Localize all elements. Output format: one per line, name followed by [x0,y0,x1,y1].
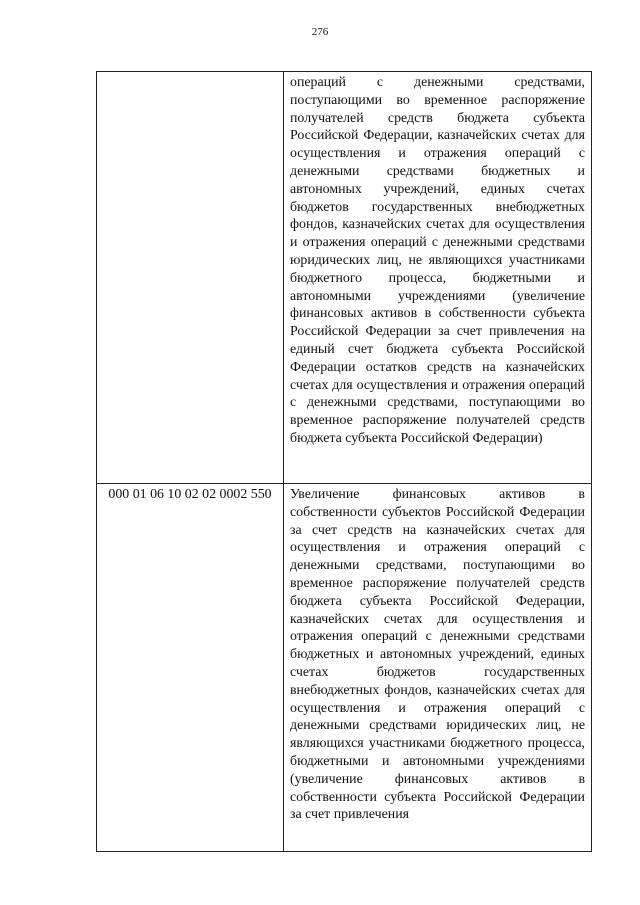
code-cell [97,72,284,484]
description-cell [284,72,592,484]
description-text: Увеличение финансовых активов в собственности субъектов Российской Федерации за счет средств на казначейских счетах для осуществления и отражения операций с денежными средствами, поступающими во временное распоряжение получателей средств бюджета субъекта Российской Федерации, казначейских счетах для осуществления и отражения операций с денежными средствами бюджетных и автономных учреждений, единых счетах бюджетов государственных внебюджетных фондов, казначейских счетах для осуществления и отражения операций с денежными средствами юридических лиц, не являющихся участниками бюджетного процесса, бюджетными и автономными учреждениями (увеличение финансовых активов в собственности субъекта Российской Федерации за счет привлечения [290,487,585,823]
code-cell [97,484,284,852]
classification-code: 000 01 06 10 02 02 0002 550 [108,487,272,502]
description-text: операций с денежными средствами, поступающими во временное распоряжение получателей средств бюджета субъекта Российской Федерации, казначейских счетах для осуществления и отражения операций с денежными средствами бюджетных и автономных учреждений, единых счетах бюджетов государственных внебюджетных фондов, казначейских счетах для осуществления и отражения операций с денежными средствами юридических лиц, не являющихся участниками бюджетного процесса, бюджетными и автономными учреждениями (увеличение финансовых активов в собственности субъекта Российской Федерации за счет привлечения на единый счет бюджета субъекта Российской Федерации остатков средств на казначейских счетах для осуществления и отражения операций с денежными средствами, поступающими во временное распоряжение получателей средств бюджета субъекта Российской Федерации) [290,75,585,446]
table-row [97,72,592,484]
description-cell [284,484,592,852]
table-row [97,484,592,852]
page-number: 276 [311,26,329,38]
budget-classification-table [96,71,592,852]
